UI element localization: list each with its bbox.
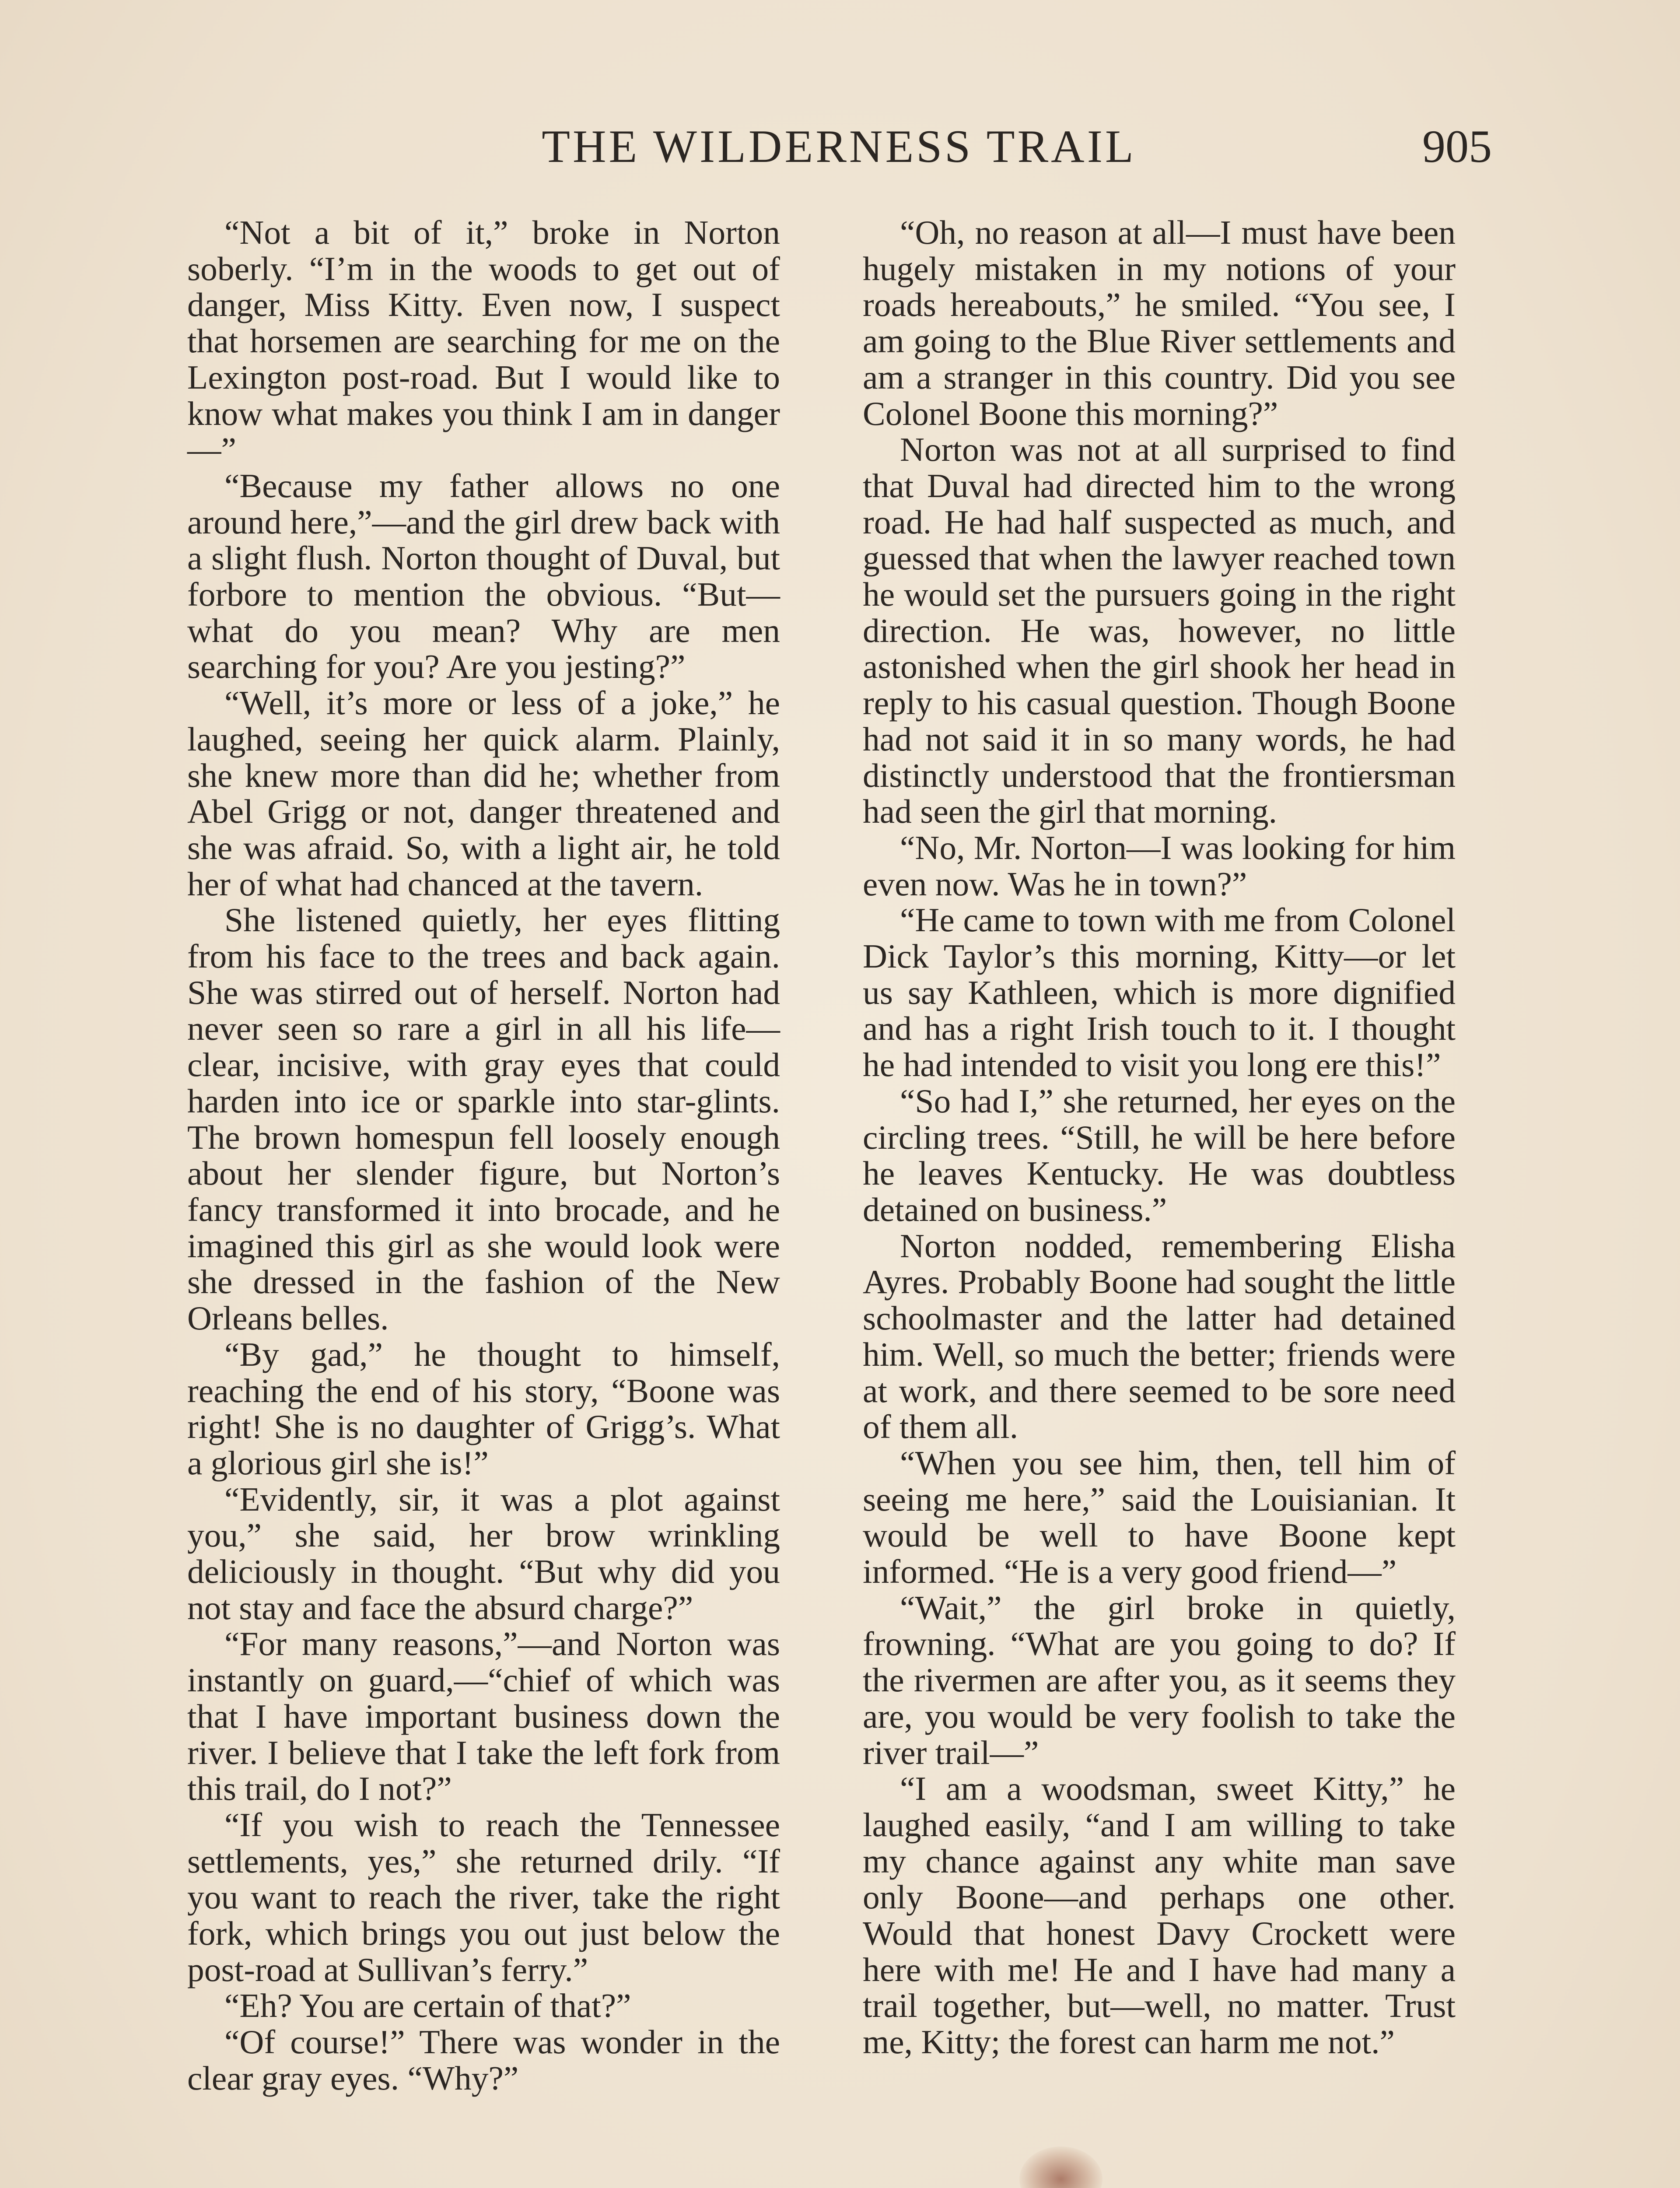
paragraph: “So had I,” she returned, her eyes on the circling trees. “Still, he will be here before he leaves Kentucky. He was doubtless detained on business.” [863, 1082, 1456, 1228]
paragraph: “Evidently, sir, it was a plot against you,” she said, her brow wrinkling deliciously in thought. “But why did you not stay and face the absurd charge?” [187, 1480, 780, 1627]
paragraph: “I am a woodsman, sweet Kitty,” he laughed easily, “and I am willing to take my chance against any white man save only Boone—and perhaps one other. Would that honest Davy Crockett were here with me! He and I have had many a trail together, but—well, no matter. Trust me, Kitty; the forest can harm me not.” [863, 1770, 1456, 2061]
paragraph: “If you wish to reach the Tennessee settlements, yes,” she returned drily. “If you want to reach the river, take the right fork, which brings you out just below the post-road at Sullivan’s ferry.” [187, 1806, 780, 1988]
page-header [186, 118, 1492, 175]
paragraph: “No, Mr. Norton—I was looking for him even now. Was he in town?” [863, 828, 1456, 903]
paragraph: “By gad,” he thought to himself, reaching the end of his story, “Boone was right! She is no daughter of Grigg’s. What a glorious girl she is!” [187, 1335, 780, 1482]
running-title: THE WILDERNESS TRAIL [542, 121, 1136, 172]
paragraph: “When you see him, then, tell him of seeing me here,” said the Louisianian. It would be well to have Boone kept informed. “He is a very good friend—” [863, 1444, 1456, 1591]
paragraph: “He came to town with me from Colonel Dick Taylor’s this morning, Kitty—or let us say Kathleen, which is more dignified and has a right Irish touch to it. I thought he had intended to visit you long ere this!” [863, 901, 1456, 1084]
right-column [863, 214, 1456, 2060]
paragraph: Norton nodded, remembering Elisha Ayres. Probably Boone had sought the little schoolmaster and the latter had detained him. Well, so much the better; friends were at work, and there seemed to be sore need of them all. [863, 1227, 1456, 1446]
paper-stain [1019, 2146, 1102, 2188]
left-column [187, 214, 780, 2097]
paragraph: “Oh, no reason at all—I must have been hugely mistaken in my notions of your roads hereabouts,” he smiled. “You see, I am going to the Blue River settlements and am a stranger in this country. Did you see Colonel Boone this morning?” [863, 214, 1456, 432]
page-number: 905 [1422, 121, 1492, 172]
paragraph: “Of course!” There was wonder in the clear gray eyes. “Why?” [187, 2023, 780, 2097]
paragraph: Norton was not at all surprised to find that Duval had directed him to the wrong road. He had half suspected as much, and guessed that when the lawyer reached town he would set the pursuers going in the right direction. He was, however, no little astonished when the girl shook her head in reply to his casual question. Though Boone had not said it in so many words, he had distinctly understood that the frontiersman had seen the girl that morning. [863, 431, 1456, 831]
paragraph: “Wait,” the girl broke in quietly, frowning. “What are you going to do? If the rivermen are after you, as it seems they are, you would be very foolish to take the river trail—” [863, 1588, 1456, 1771]
paragraph: “Because my father allows no one around here,”—and the girl drew back with a slight flush. Norton thought of Duval, but forbore to mention the obvious. “But—what do you mean? Why are men searching for you? Are you jesting?” [187, 466, 780, 686]
paragraph: “For many reasons,”—and Norton was instantly on guard,—“chief of which was that I have important business down the river. I believe that I take the left fork from this trail, do I not?” [187, 1625, 780, 1808]
paragraph: She listened quietly, her eyes flitting from his face to the trees and back again. She was stirred out of herself. Norton had never seen so rare a girl in all his life—clear, incisive, with gray eyes that could harden into ice or sparkle into star-glints. The brown homespun fell loosely enough about her slender figure, but Norton’s fancy transformed it into brocade, and he imagined this girl as she would look were she dressed in the fashion of the New Orleans belles. [187, 901, 780, 1337]
paragraph: “Eh? You are certain of that?” [224, 1987, 631, 2025]
paragraph: “Not a bit of it,” broke in Norton soberly. “I’m in the woods to get out of danger, Miss Kitty. Even now, I suspect that horsemen are searching for me on the Lexington post-road. But I would like to know what makes you think I am in danger—” [187, 214, 780, 469]
paragraph: “Well, it’s more or less of a joke,” he laughed, seeing her quick alarm. Plainly, she knew more than did he; whether from Abel Grigg or not, danger threatened and she was afraid. So, with a light air, he told her of what had chanced at the tavern. [187, 684, 780, 903]
